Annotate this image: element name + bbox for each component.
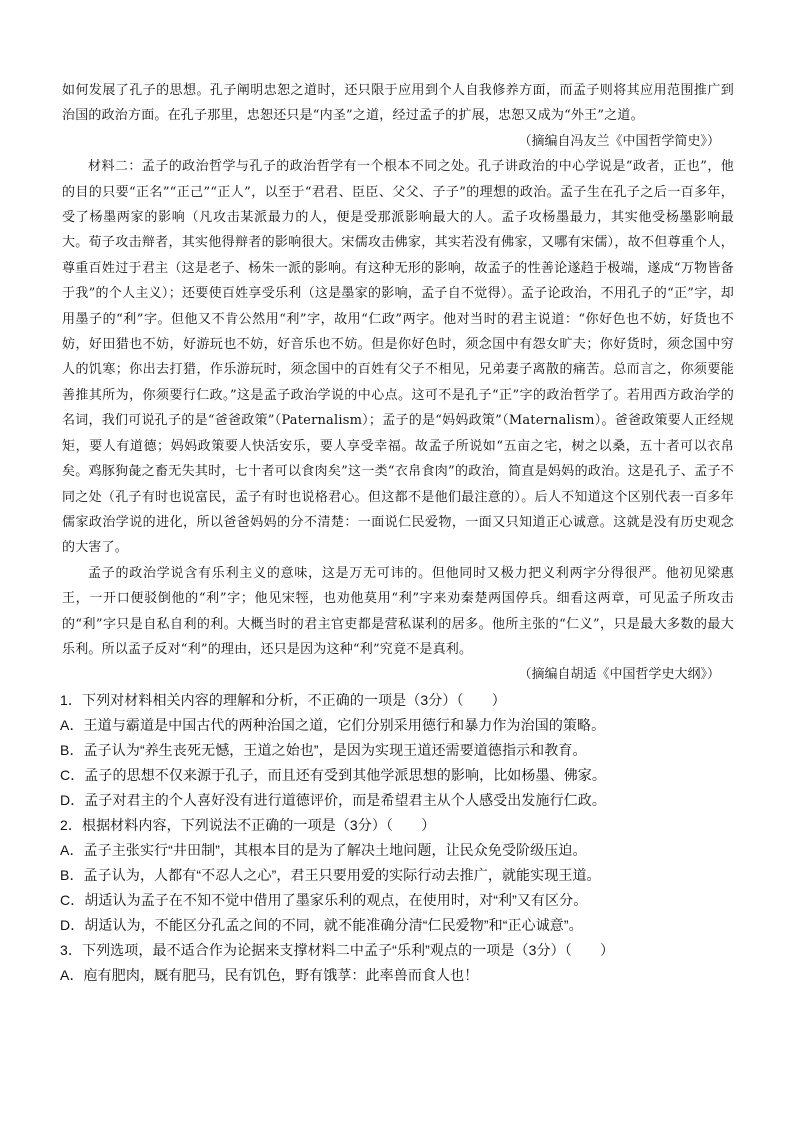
question-list xyxy=(60,688,734,988)
question-1-option-a: A．王道与霸道是中国古代的两种治国之道，它们分别采用德行和暴力作为治国的策略。 xyxy=(60,716,606,733)
question-2-stem: 2．根据材料内容，下列说法不正确的一项是（3分）（ ） xyxy=(60,816,436,833)
source-citation-1: （摘编自冯友兰《中国哲学简史》） xyxy=(518,133,720,149)
question-1-stem: 1．下列对材料相关内容的理解和分析，不正确的一项是（3分）（ ） xyxy=(60,691,506,708)
passage2-paragraph-1: 材料二：孟子的政治哲学与孔子的政治哲学有一个根本不同之处。孔子讲政治的中心学说是“政者，正也”，他的目的只要“正名”“正己”“正人”，以至于“君君、臣臣、父父、子子”的理想的政治。孟子生在孔子之后一百多年，受了杨墨两家的影响（凡攻击某派最力的人，便是受那派影响最大的人。孟子攻杨墨最力，其实他受杨墨影响最大。荀子攻击辩者，其实他得辩者的影响很大。宋儒攻击佛家，其实若没有佛家，又哪有宋儒），故不但尊重个人，尊重百姓过于君主（这是老子、杨朱一派的影响。有这种无形的影响，故孟子的性善论遂趋于极端，遂成“万物皆备于我”的个人主义）；还要使百姓享受乐利（这是墨家的影响，孟子自不觉得）。孟子论政治，不用孔子的“正”字，却用墨子的“利”字。但他又不肯公然用“利”字，故用“仁政”两字。他对当时的君主说道：“你好色也不妨，好货也不妨，好田猎也不妨，好游玩也不妨，好音乐也不妨。但是你好色时，须念国中有怨女旷夫；你好货时，须念国中穷人的饥寒；你出去打猎，作乐游玩时，须念国中的百姓有父子不相见，兄弟妻子离散的痛苦。总而言之，你须要能善推其所为，你须要行仁政。”这是孟子政治学说的中心点。这可不是孔子“正”字的政治哲学了。若用西方政治学的名词，我们可说孔子的是“爸爸政策”（Paternalism）；孟子的是“妈妈政策”（Maternalism）。爸爸政策要人正经规矩，要人有道德；妈妈政策要人快活安乐，要人享受幸福。故孟子所说如“五亩之宅，树之以桑，五十者可以衣帛矣。鸡豚狗彘之畜无失其时，七十者可以食肉矣”这一类“衣帛食肉”的政治，简直是妈妈的政治。这是孔子、孟子不同之处（孔子有时也说富民，孟子有时也说格君心。但这都不是他们最注意的）。后人不知道这个区别代表一百多年儒家政治学说的进化，所以爸爸妈妈的分不清楚：一面说仁民爱物，一面又只知道正心诚意。这就是没有历史观念的大害了。 xyxy=(62,159,734,556)
question-2-option-a: A．孟子主张实行“井田制”，其根本目的是为了解决土地问题，让民众免受阶级压迫。 xyxy=(60,841,587,858)
passage1-tail: 如何发展了孔子的思想。孔子阐明忠恕之道时，还只限于应用到个人自我修养方面，而孟子则将其应用范围推广到治国的政治方面。在孔子那里，忠恕还只是“内圣”之道，经过孟子的扩展，忠恕又成为“外王”之道。 xyxy=(62,83,734,124)
question-3-option-a: A．庖有肥肉，厩有肥马，民有饥色，野有饿莩：此率兽而食人也！ xyxy=(60,966,479,983)
question-1-option-d: D．孟子对君主的个人喜好没有进行道德评价，而是希望君主从个人感受出发施行仁政。 xyxy=(60,791,607,808)
question-2-option-d: D．胡适认为，不能区分孔孟之间的不同，就不能准确分清“仁民爱物”和“正心诚意”。 xyxy=(60,916,583,933)
source-citation-2: （摘编自胡适《中国哲学史大纲》） xyxy=(518,667,720,683)
passage2-paragraph-2: 孟子的政治学说含有乐利主义的意味，这是万无可讳的。但他同时又极力把义利两字分得很严。他初见梁惠王，一开口便驳倒他的“利”字；他见宋牼，也劝他莫用“利”字来劝秦楚两国停兵。细看这两章，可见孟子所攻击的“利”字只是自私自利的利。大概当时的君主官吏都是营私谋利的居多。他所主张的“仁义”，只是最大多数的最大乐利。所以孟子反对“利”的理由，还只是因为这种“利”究竟不是真利。 xyxy=(62,565,734,657)
question-1-option-b: B．孟子认为“养生丧死无憾，王道之始也”，是因为实现王道还需要道德指示和教育。 xyxy=(60,741,587,758)
question-2-option-c: C．胡适认为孟子在不知不觉中借用了墨家乐利的观点，在使用时，对“利”又有区分。 xyxy=(60,891,588,908)
question-3-stem: 3．下列选项，最不适合作为论据来支撑材料二中孟子“乐利”观点的一项是（3分）（ ） xyxy=(60,941,615,958)
question-2-option-b: B．孟子认为，人都有“不忍人之心”，君王只要用爱的实际行动去推广，就能实现王道。 xyxy=(60,866,601,883)
question-1-option-c: C．孟子的思想不仅来源于孔子，而且还有受到其他学派思想的影响，比如杨墨、佛家。 xyxy=(60,766,607,783)
